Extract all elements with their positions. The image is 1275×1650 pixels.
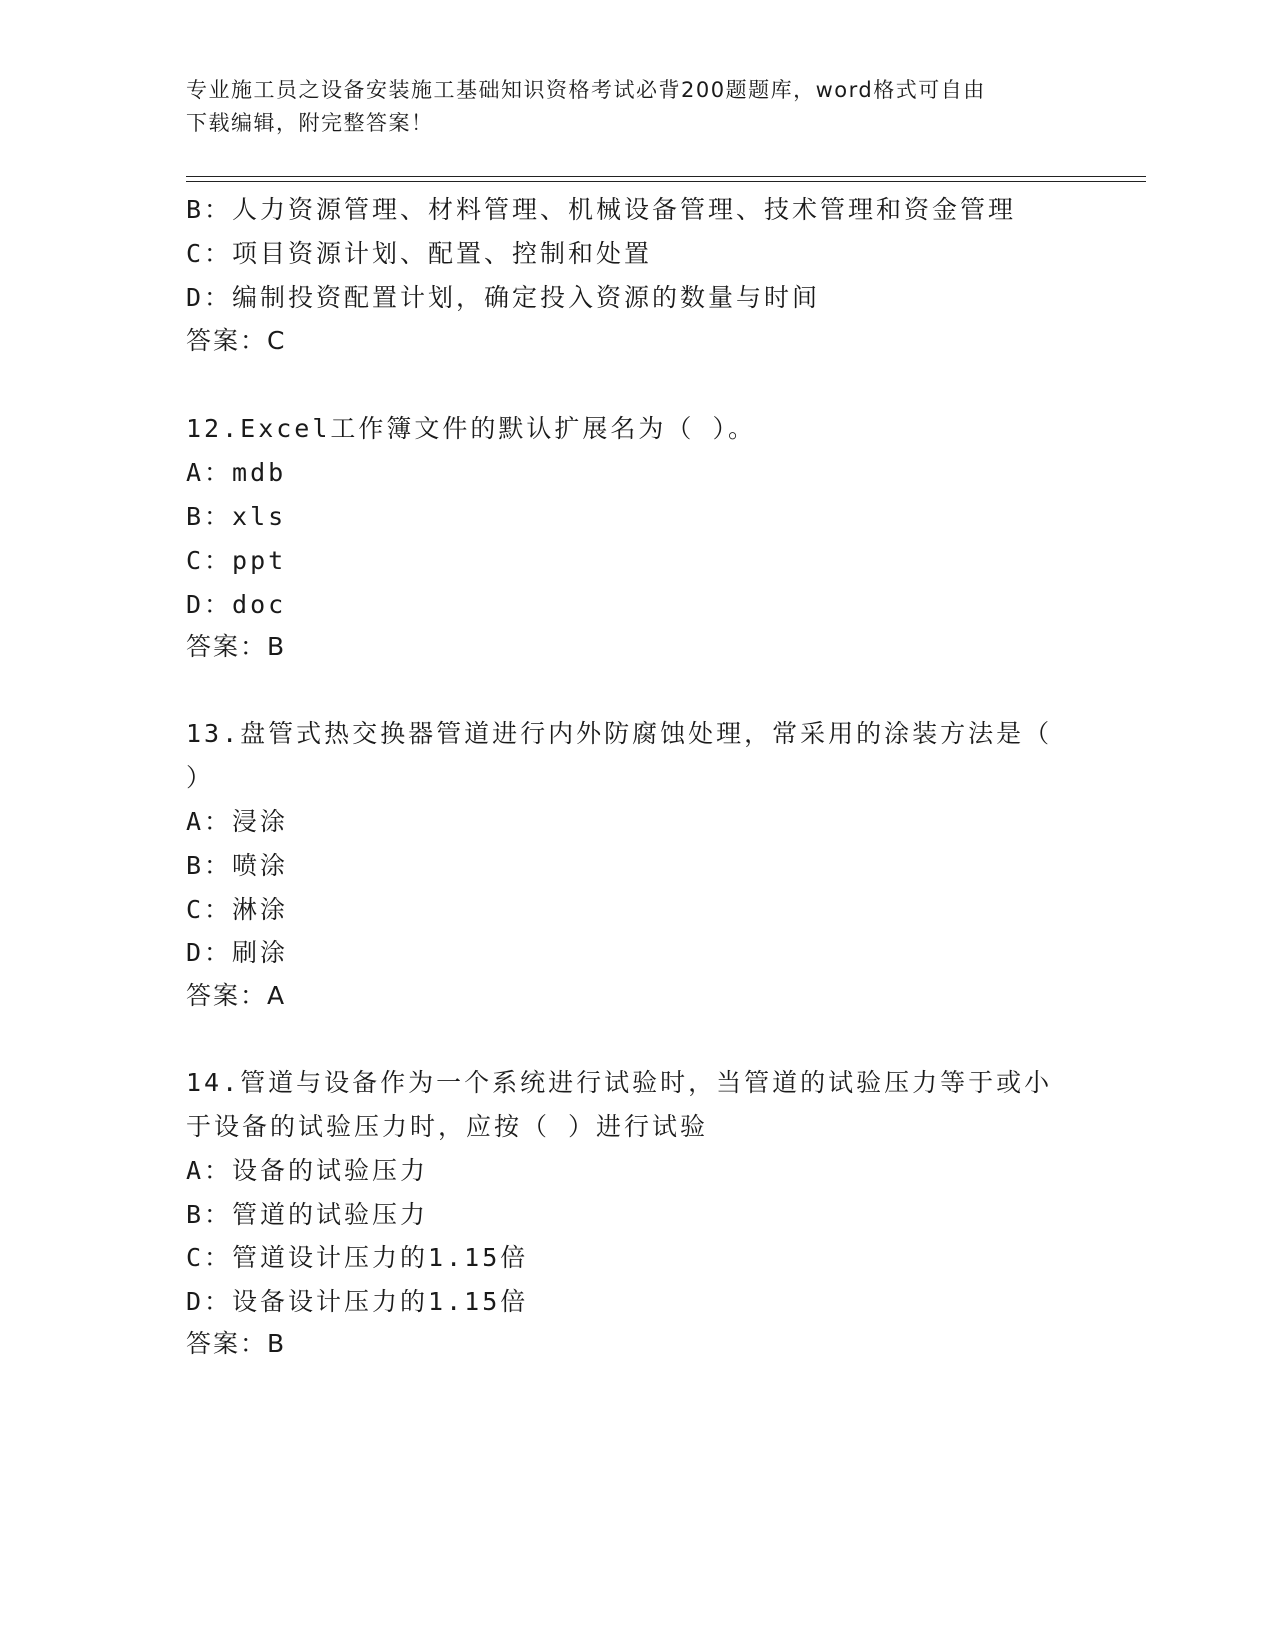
q13-option-b: B：喷涂 (186, 851, 289, 880)
q13-option-c: C：淋涂 (186, 895, 289, 924)
header-divider-bottom (186, 181, 1146, 182)
header-line-2: 下载编辑，附完整答案！ (186, 111, 434, 135)
q14-option-a: A：设备的试验压力 (186, 1156, 429, 1185)
q14-question-line-2: 于设备的试验压力时，应按（ ）进行试验 (186, 1112, 709, 1141)
q14-option-d: D：设备设计压力的1.15倍 (186, 1287, 529, 1316)
q12-question: 12.Excel工作簿文件的默认扩展名为（ ）。 (186, 414, 756, 443)
header-line-1: 专业施工员之设备安装施工基础知识资格考试必背200题题库，word格式可自由 (186, 78, 986, 102)
q12-option-b: B：xls (186, 502, 287, 531)
q11-option-c: C：项目资源计划、配置、控制和处置 (186, 239, 653, 268)
q13-option-a: A：浸涂 (186, 807, 289, 836)
q14-answer: 答案：B (186, 1329, 287, 1358)
q13-answer: 答案：A (186, 981, 287, 1010)
q14-option-c: C：管道设计压力的1.15倍 (186, 1243, 529, 1272)
q12-option-a: A：mdb (186, 458, 287, 487)
q11-answer: 答案：C (186, 326, 287, 355)
q11-option-b: B：人力资源管理、材料管理、机械设备管理、技术管理和资金管理 (186, 195, 1017, 224)
q12-option-d: D：doc (186, 590, 287, 619)
document-header (186, 74, 1066, 140)
header-divider-top (186, 176, 1146, 177)
q12-option-c: C：ppt (186, 546, 287, 575)
q12-answer: 答案：B (186, 632, 287, 661)
q13-question-line-1: 13.盘管式热交换器管道进行内外防腐蚀处理，常采用的涂装方法是（ (186, 719, 1053, 748)
q11-option-d: D：编制投资配置计划，确定投入资源的数量与时间 (186, 283, 821, 312)
q14-question-line-1: 14.管道与设备作为一个系统进行试验时，当管道的试验压力等于或小 (186, 1068, 1053, 1097)
q13-option-d: D：刷涂 (186, 938, 289, 967)
q13-question-line-2: ） (186, 763, 215, 792)
q14-option-b: B：管道的试验压力 (186, 1200, 429, 1229)
